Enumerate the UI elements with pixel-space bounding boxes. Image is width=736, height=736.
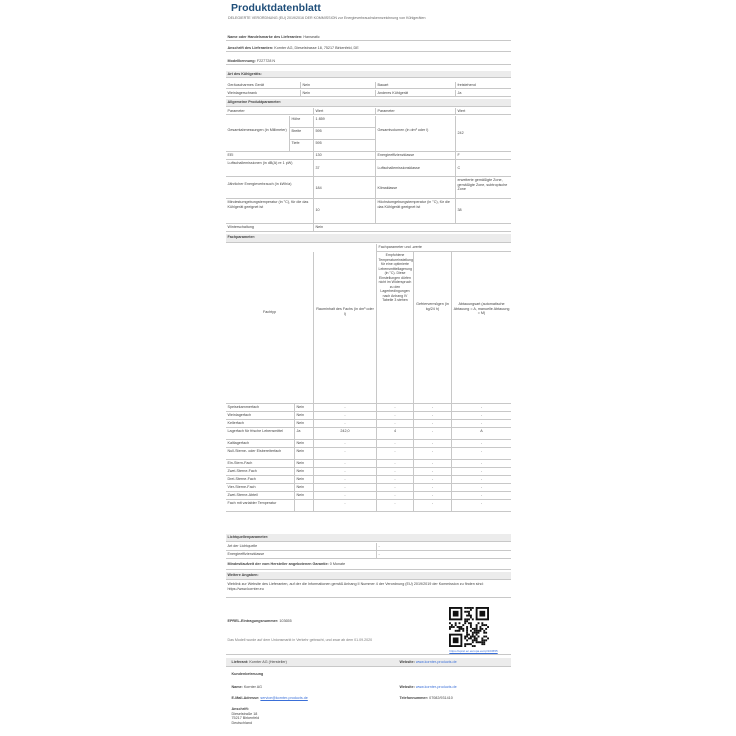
- service-website-link[interactable]: www.kornter-products.de: [415, 685, 457, 689]
- compartment-row: [226, 476, 511, 484]
- email-label: E-Mail-Adresse:: [231, 696, 260, 700]
- compartment-type: Ein-Stern-Fach: [227, 461, 253, 465]
- service-name-label: Name:: [231, 685, 243, 689]
- compartment-volume: -: [313, 420, 376, 427]
- compartment-freezing: -: [413, 460, 451, 467]
- compartment-title: Fachparameter:: [227, 235, 256, 239]
- compartment-temp: -: [376, 476, 413, 483]
- noise-row: [226, 160, 511, 177]
- address-line-2: 75217 Birkenfeld: [231, 716, 260, 721]
- compartment-freezing: -: [413, 492, 451, 499]
- supplier-address-value: Kornter AG, Dieselstrasse 18, 75217 Birkenfeld, DE: [274, 46, 359, 50]
- compartment-temp: -: [376, 404, 413, 411]
- compartment-volume: -: [313, 468, 376, 475]
- service-email-row: [226, 695, 511, 704]
- compartment-row: [226, 500, 511, 512]
- col-parameter: Parameter: [227, 109, 245, 113]
- compartment-defrost: -: [451, 404, 511, 411]
- compartment-temp: -: [376, 440, 413, 447]
- type-value-1: Nein: [300, 82, 375, 88]
- compartment-volume: -: [313, 500, 376, 511]
- type-value-2: freistehend: [455, 82, 511, 88]
- compartment-defrost: -: [451, 460, 511, 467]
- col-group-label: Fachparameter und -werte: [376, 244, 511, 252]
- eprel-label: EPREL-Eintragungsnummer:: [227, 619, 279, 623]
- type-label-4: Anderes Kühlgerät: [375, 90, 455, 96]
- compartment-type: Weinlagerfach: [227, 413, 252, 417]
- additional-text: Weblink zur Website des Lieferanten, auf der die Informationen gemäß Anhang II Nummer 4 der Verordnung (EU) 2019/2019 der Kommission zu finden sind: https://www.kornter.eu: [227, 582, 484, 591]
- compartment-volume: -: [313, 448, 376, 459]
- additional-text-row: [226, 581, 511, 598]
- compartment-freezing: -: [413, 448, 451, 459]
- type-label-2: Bauart: [375, 82, 455, 88]
- address-label: Anschrift:: [231, 707, 249, 711]
- compartment-volume: -: [313, 476, 376, 483]
- compartment-freezing: -: [413, 500, 451, 511]
- compartment-col-header: [226, 244, 511, 404]
- height-label: Höhe: [289, 116, 313, 128]
- compartment-row: [226, 448, 511, 460]
- warranty-row: [226, 560, 511, 570]
- model-row: [226, 58, 511, 65]
- compartment-temp: 4: [376, 428, 413, 439]
- compartment-defrost: -: [451, 412, 511, 419]
- col-recommended-temp: Empfohlene Temperatureinstellung für eine optimierte Lebensmittellagerung (in °C). Diese Einstellungen dürfen nicht im Widerspruch zu den Lagerbedingungen nach Anhang IV Tabelle 3 stehen: [376, 252, 413, 404]
- address-line-3: Deutschland: [231, 720, 252, 725]
- annual-energy-label: Jährlicher Energieverbrauch (in kWh/a): [227, 182, 292, 186]
- type-row-2: [226, 90, 511, 97]
- volume-value: 242: [455, 116, 511, 151]
- compartment-present: Nein: [294, 468, 313, 475]
- warranty-label: Mindestlaufzeit der vom Hersteller angebotenen Garantie:: [227, 562, 329, 566]
- email-link[interactable]: service@kornter-products.de: [260, 696, 308, 700]
- compartment-defrost: A: [451, 428, 511, 439]
- noise-value: 37: [313, 160, 375, 176]
- compartment-freezing: -: [413, 484, 451, 491]
- compartment-defrost: -: [451, 476, 511, 483]
- phone-value: 07082/931410: [429, 696, 453, 700]
- compartment-type: Zwei-Sterne-Abteil: [227, 493, 258, 497]
- compartment-temp: -: [376, 484, 413, 491]
- compartment-volume: -: [313, 484, 376, 491]
- compartment-type: Fach mit variabler Temperatur: [227, 501, 277, 505]
- service-row: [226, 671, 511, 680]
- eprel-value: 103655: [279, 619, 292, 623]
- compartment-row: [226, 492, 511, 500]
- compartment-type: Drei-Sterne-Fach: [227, 477, 256, 481]
- compartment-present: Nein: [294, 420, 313, 427]
- compartment-type: Zwei-Sterne-Fach: [227, 469, 257, 473]
- light-type-label: Art der Lichtquelle: [227, 544, 258, 548]
- climate-class-value: erweiterte gemäßigte Zone, gemäßigte Zone, subtropische Zone: [455, 177, 511, 198]
- additional-title: Weitere Angaben:: [227, 573, 259, 577]
- compartment-temp: -: [376, 420, 413, 427]
- light-class-value: -: [376, 551, 511, 558]
- depth-value: 595: [313, 140, 375, 152]
- supplier-name-value: Hanseatic: [303, 35, 320, 39]
- service-title: Kundenbetreuung: [231, 672, 264, 676]
- max-temp-value: 38: [455, 199, 511, 223]
- temperature-row: [226, 199, 511, 224]
- col-freezing-capacity: Gefriervermögen (in kg/24 h): [413, 252, 451, 404]
- depth-label: Tiefe: [289, 140, 313, 152]
- volume-label: Gesamtvolumen (in dm³ oder l): [375, 116, 455, 151]
- supplier-address-label: Anschrift des Lieferanten:: [227, 46, 274, 50]
- compartment-present: Nein: [294, 412, 313, 419]
- compartment-present: Nein: [294, 448, 313, 459]
- page-title: Produktdatenblatt: [231, 2, 321, 14]
- compartment-row: [226, 460, 511, 468]
- compartment-temp: -: [376, 500, 413, 511]
- supplier-name-label: Name oder Handelsmarke des Lieferanten:: [227, 35, 303, 39]
- compartment-temp: -: [376, 448, 413, 459]
- compartment-present: Nein: [294, 484, 313, 491]
- compartment-defrost: -: [451, 448, 511, 459]
- compartment-volume: -: [313, 440, 376, 447]
- compartment-freezing: -: [413, 476, 451, 483]
- compartment-volume: -: [313, 460, 376, 467]
- type-value-4: Ja: [455, 90, 511, 96]
- compartment-type: Lagerfach für frische Lebensmittel: [227, 429, 284, 433]
- compartment-defrost: -: [451, 484, 511, 491]
- col-value-2: Wert: [455, 108, 511, 114]
- min-temp-label: Mindestumgebungstemperatur (in °C), für die das Kühlgerät geeignet ist: [227, 200, 309, 209]
- compartment-freezing: -: [413, 468, 451, 475]
- compartment-header: [226, 234, 511, 243]
- type-label-3: Weinlagerschrank: [227, 91, 257, 95]
- compartment-present: [294, 500, 313, 511]
- compartment-present: Nein: [294, 460, 313, 467]
- max-temp-label: Höchstumgebungstemperatur (in °C), für die das Kühlgerät geeignet ist: [375, 199, 455, 223]
- compartment-volume: -: [313, 404, 376, 411]
- compartment-row: [226, 412, 511, 420]
- climate-class-label: Klimaklasse: [375, 177, 455, 198]
- compartment-temp: -: [376, 492, 413, 499]
- compartment-present: Nein: [294, 476, 313, 483]
- eei-row: [226, 152, 511, 160]
- winter-row: [226, 224, 511, 232]
- compartment-freezing: -: [413, 428, 451, 439]
- address-line-1: Dieselstraße 18: [231, 711, 258, 716]
- product-datasheet: [225, 0, 512, 736]
- phone-label: Telefonnummer:: [399, 696, 429, 700]
- warranty-value: 0 Monate: [329, 562, 346, 566]
- contact-website-link[interactable]: www.kornter-products.de: [415, 660, 457, 664]
- eprel-qr-link[interactable]: https://eprel.ec.europa.eu/qr/103655: [449, 649, 498, 653]
- compartment-defrost: -: [451, 468, 511, 475]
- appliance-type-label: Art des Kühlgeräts:: [227, 72, 262, 76]
- compartment-defrost: -: [451, 420, 511, 427]
- compartment-row: [226, 468, 511, 476]
- noise-class-value: C: [455, 160, 511, 176]
- compartment-volume: -: [313, 412, 376, 419]
- compartment-freezing: -: [413, 440, 451, 447]
- general-params-title: Allgemeine Produktparameter:: [227, 100, 282, 104]
- compartment-present: Ja: [294, 428, 313, 439]
- col-defrost-type: Abtauungsart (automatische Abtauung = A, manuelle Abtauung = M): [451, 252, 511, 404]
- energy-class-label: Energieeffizienzklasse: [375, 152, 455, 159]
- noise-class-label: Luftschallemissionsklasse: [375, 160, 455, 176]
- compartment-row: [226, 428, 511, 440]
- service-address-row: [226, 706, 511, 736]
- general-col-header: [226, 108, 511, 115]
- compartment-temp: -: [376, 468, 413, 475]
- appliance-type-row: [226, 71, 511, 78]
- noise-label: Luftschallemissionen (in dB(A) re 1 pW): [227, 161, 293, 165]
- model-value: F227728 N: [256, 59, 276, 63]
- col-compartment-type: Fachtyp: [262, 310, 277, 314]
- dimensions-label: Gesamtabmessungen (in Millimeter): [227, 128, 287, 132]
- compartment-defrost: -: [451, 440, 511, 447]
- annual-energy-value: 184: [313, 177, 375, 198]
- col-value: Wert: [313, 108, 375, 114]
- service-name-row: [226, 684, 511, 693]
- compartment-present: Nein: [294, 440, 313, 447]
- service-name-value: Kornter AG: [243, 685, 263, 689]
- supplier-address-row: [226, 45, 511, 52]
- height-value: 1 859: [313, 116, 375, 128]
- col-volume: Rauminhalt des Fachs (in dm³ oder l): [313, 252, 376, 404]
- service-website-label: Website:: [399, 685, 415, 689]
- general-params-header: [226, 99, 511, 107]
- compartment-row: [226, 484, 511, 492]
- compartment-type: Vier-Sterne-Fach: [227, 485, 256, 489]
- compartment-type: Kaltlagerfach: [227, 441, 250, 445]
- compartment-type: Speisekammerfach: [227, 405, 260, 409]
- compartment-type: Null-Sterne- oder Eisbereiterfach: [227, 449, 282, 453]
- contact-supplier-value: Kornter AG (Hersteller): [249, 660, 287, 664]
- winter-label: Winterschaltung: [227, 225, 254, 229]
- contact-website-label: Website:: [399, 660, 415, 664]
- winter-value: Nein: [313, 224, 375, 231]
- compartment-freezing: -: [413, 412, 451, 419]
- supplier-name-row: [226, 34, 511, 41]
- eei-value: 130: [313, 152, 375, 159]
- width-value: 595: [313, 128, 375, 140]
- type-row-1: [226, 82, 511, 89]
- compartment-row: [226, 404, 511, 412]
- model-label: Modellkennung:: [227, 59, 256, 63]
- compartment-temp: -: [376, 412, 413, 419]
- regulation-intro: DELEGIERTE VERORDNUNG (EU) 2019/2016 DER KOMMISSION zur Energieverbrauchskennzeichnung von Kühlgeräten: [228, 16, 426, 20]
- col-parameter-2: Parameter: [375, 108, 455, 114]
- compartment-present: Nein: [294, 404, 313, 411]
- light-header: [226, 534, 511, 542]
- type-value-3: Nein: [300, 90, 375, 96]
- eprel-note: Das Modell wurde auf dem Unionsmarkt in Verkehr gebracht, und zwar ab dem 01.09.2020: [227, 638, 373, 642]
- dimensions-row: [226, 116, 511, 152]
- contact-supplier-label: Lieferant:: [231, 660, 249, 664]
- compartment-volume: 242,0: [313, 428, 376, 439]
- light-title: Lichtquellenparameter:: [227, 535, 269, 539]
- eprel-qr-code[interactable]: [449, 607, 489, 647]
- supplier-contact-row: [226, 658, 511, 667]
- light-class-row: [226, 551, 511, 559]
- compartment-type: Kellerfach: [227, 421, 244, 425]
- compartment-freezing: -: [413, 404, 451, 411]
- min-temp-value: 10: [313, 199, 375, 223]
- compartment-defrost: -: [451, 500, 511, 511]
- width-label: Breite: [289, 128, 313, 140]
- compartment-volume: -: [313, 492, 376, 499]
- compartment-row: [226, 440, 511, 448]
- type-label-1: Geräuscharmes Gerät: [227, 83, 264, 87]
- light-class-label: Energieeffizienzklasse: [227, 552, 265, 556]
- compartment-temp: -: [376, 460, 413, 467]
- compartment-defrost: -: [451, 492, 511, 499]
- compartment-freezing: -: [413, 420, 451, 427]
- compartment-present: Nein: [294, 492, 313, 499]
- additional-header: [226, 572, 511, 580]
- energy-class-value: F: [455, 152, 511, 159]
- compartment-row: [226, 420, 511, 428]
- eei-label: EEI: [227, 153, 234, 157]
- light-type-value: -: [376, 543, 511, 550]
- light-type-row: [226, 543, 511, 551]
- annual-energy-row: [226, 177, 511, 199]
